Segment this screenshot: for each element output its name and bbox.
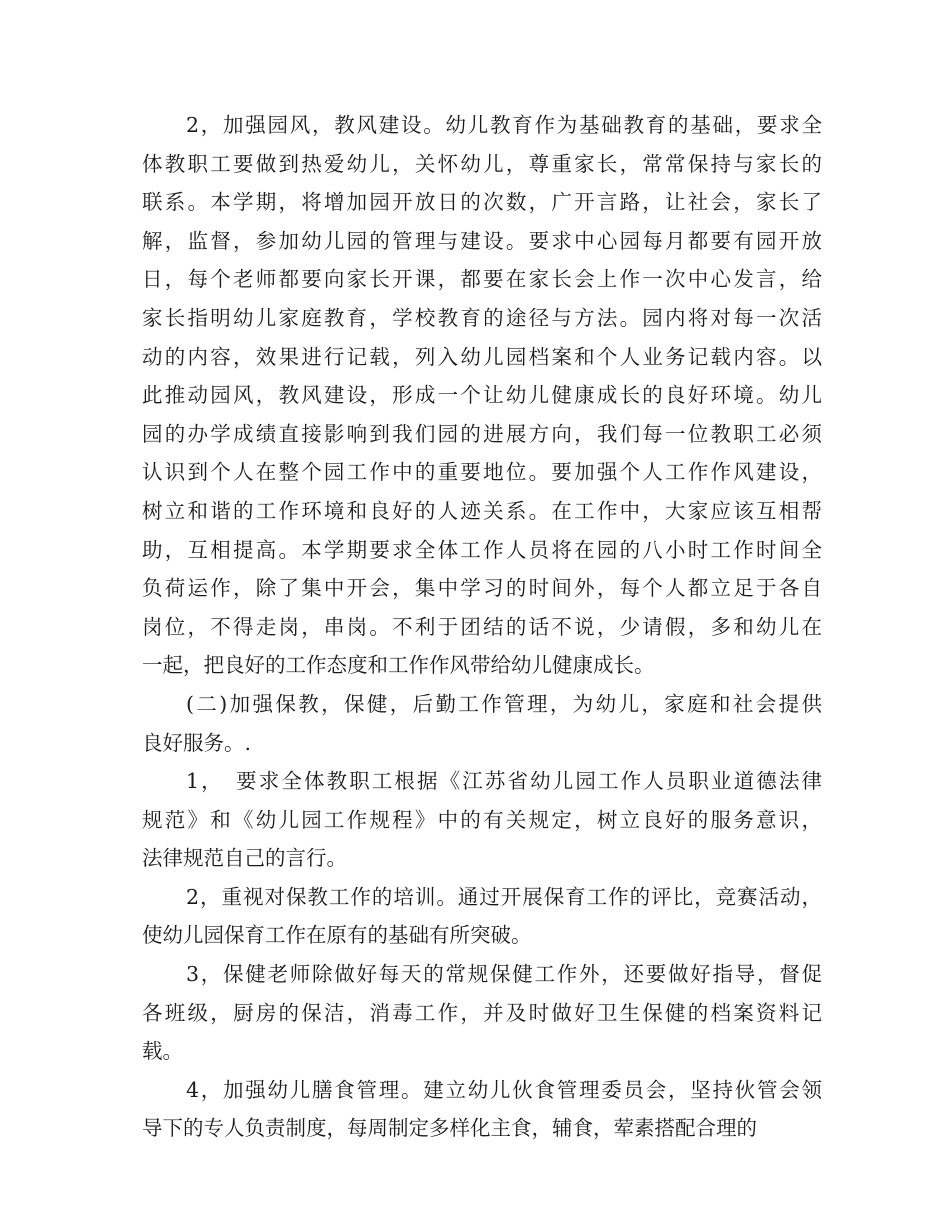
paragraph-line: 3，保健老师除做好每天的常规保健工作外，还要做好指导，督促 — [186, 962, 822, 987]
paragraph-line: 家长指明幼儿家庭教育，学校教育的途径与方法。园内将对每一次活 — [142, 305, 822, 330]
paragraph-line: 体教职工要做到热爱幼儿，关怀幼儿，尊重家长，常常保持与家长的 — [142, 151, 822, 176]
document-body — [142, 106, 822, 1148]
paragraph-line: 动的内容，效果进行记载，列入幼儿园档案和个人业务记载内容。以 — [142, 344, 822, 369]
paragraph-line: 助，互相提高。本学期要求全体工作人员将在园的八小时工作时间全 — [142, 537, 822, 562]
paragraph-line: 2，加强园风，教风建设。幼儿教育作为基础教育的基础，要求全 — [186, 113, 822, 137]
paragraph-line: 日，每个老师都要向家长开课，都要在家长会上作一次中心发言，给 — [142, 267, 822, 292]
paragraph-line: 树立和谐的工作环境和良好的人迹关系。在工作中，大家应该互相帮 — [142, 498, 822, 523]
paragraph-line: 此推动园风，教风建设，形成一个让幼儿健康成长的良好环境。幼儿 — [142, 383, 822, 408]
paragraph-line: 规范》和《幼儿园工作规程》中的有关规定，树立良好的服务意识， — [142, 807, 822, 832]
paragraph-line: 良好服务。. — [142, 730, 252, 755]
paragraph-line: 1， 要求全体教职工根据《江苏省幼儿园工作人员职业道德法律 — [186, 769, 822, 794]
paragraph-line: 岗位，不得走岗，串岗。不利于团结的话不说，少请假，多和幼儿在 — [142, 614, 822, 639]
paragraph-line: 2，重视对保教工作的培训。通过开展保育工作的评比，竞赛活动， — [186, 884, 822, 909]
paragraph-line: 负荷运作，除了集中开会，集中学习的时间外，每个人都立足于各自 — [142, 576, 822, 601]
paragraph-line: (二)加强保教，保健，后勤工作管理，为幼儿，家庭和社会提供 — [186, 691, 822, 716]
paragraph-line: 4，加强幼儿膳食管理。建立幼儿伙食管理委员会，坚持伙管会领 — [186, 1077, 822, 1102]
paragraph-line: 认识到个人在整个园工作中的重要地位。要加强个人工作作风建设， — [142, 460, 822, 485]
paragraph-line: 解，监督，参加幼儿园的管理与建设。要求中心园每月都要有园开放 — [142, 228, 822, 253]
paragraph-line: 一起，把良好的工作态度和工作作风带给幼儿健康成长。 — [142, 653, 655, 678]
paragraph-line: 各班级，厨房的保洁，消毒工作，并及时做好卫生保健的档案资料记 — [142, 1000, 822, 1025]
paragraph-line: 联系。本学期，将增加园开放日的次数，广开言路，让社会，家长了 — [142, 190, 822, 215]
paragraph-line: 载。 — [142, 1039, 183, 1064]
paragraph-line: 使幼儿园保育工作在原有的基础有所突破。 — [142, 923, 532, 948]
paragraph-line: 法律规范自己的言行。 — [142, 846, 347, 871]
paragraph-line: 园的办学成绩直接影响到我们园的进展方向，我们每一位教职工必须 — [142, 421, 822, 446]
paragraph-line: 导下的专人负责制度，每周制定多样化主食，辅食，荤素搭配合理的 — [142, 1116, 757, 1141]
